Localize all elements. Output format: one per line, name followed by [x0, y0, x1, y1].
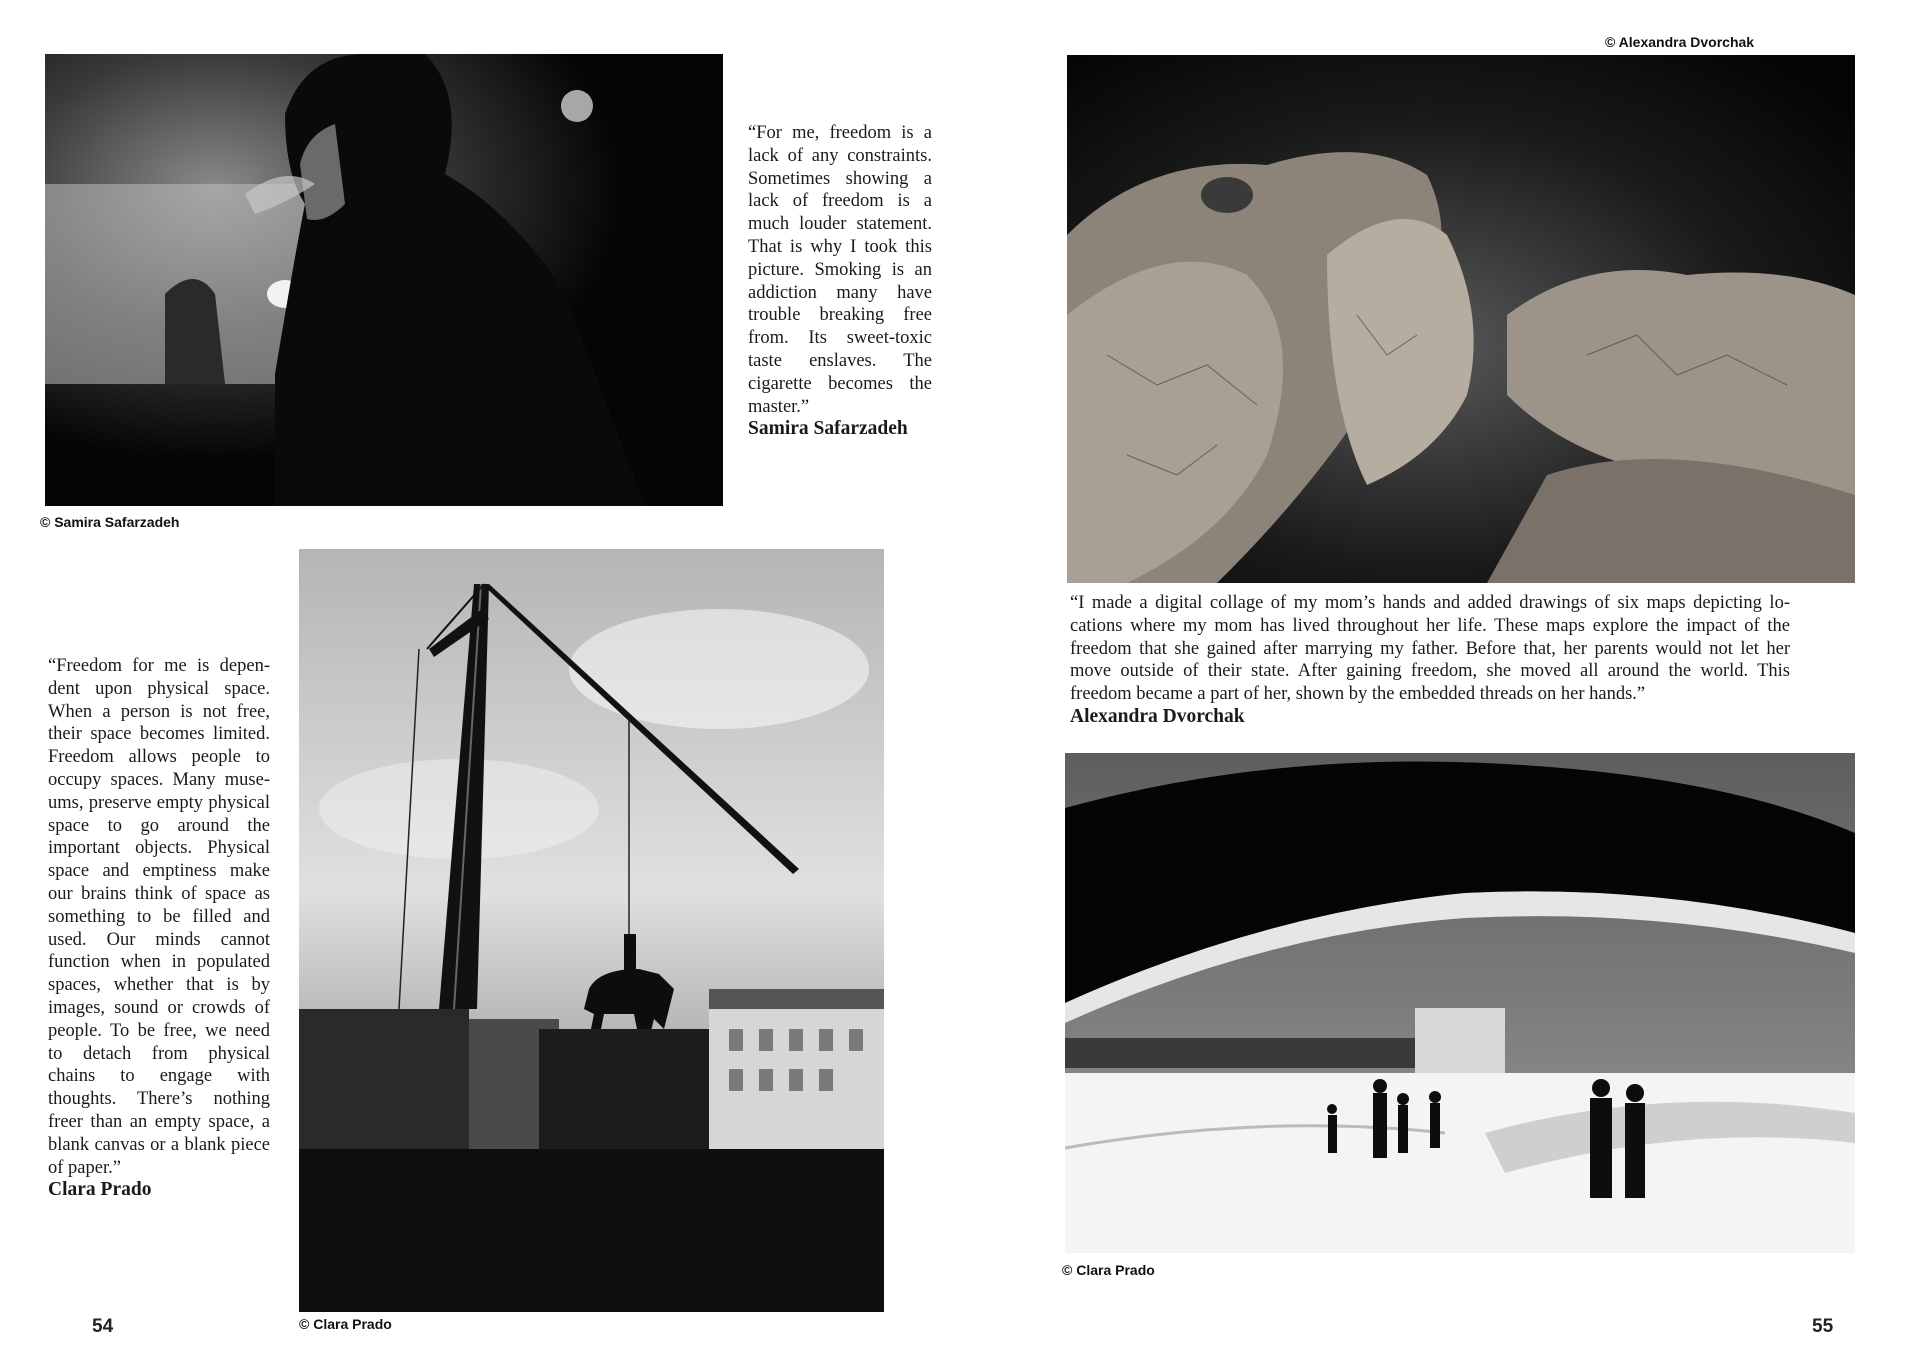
crane-quote-author: Clara Prado — [48, 1179, 152, 1201]
page-number-right: 55 — [1812, 1316, 1834, 1337]
smoker-quote-text: “For me, freedom is a lack of any constraints. Sometimes showing a lack of freedom is a much louder statement. That is why I took this picture. Smoking is an addiction many have trouble breaking free from. Its sweet-toxic taste enslaves. The cigarette becomes the master.” — [748, 123, 932, 417]
hands-photo-credit: © Alexandra Dvorchak — [1605, 34, 1755, 50]
museum-photo — [1065, 753, 1855, 1253]
crane-quote — [48, 655, 270, 1202]
smoker-quote — [748, 122, 932, 441]
hands-quote-author: Alexandra Dvorchak — [1070, 705, 1245, 727]
crane-photo-credit: © Clara Prado — [299, 1316, 392, 1332]
hands-photo — [1067, 55, 1855, 583]
museum-photo-credit: © Clara Prado — [1062, 1262, 1155, 1278]
smoker-photo-credit: © Samira Safarzadeh — [40, 514, 180, 530]
hands-quote — [1070, 592, 1790, 729]
smoker-quote-author: Samira Safarzadeh — [748, 418, 908, 440]
page-number-left: 54 — [92, 1316, 114, 1337]
crane-quote-text: “Freedom for me is dependent upon physical space. When a person is not free, their space becomes limited. Freedom allows people to occupy spaces. Many museums, preserve empty physical space to go around the important objects. Physical space and emptiness make our brains think of space as something to be filled and used. Our minds cannot function when in populated spaces, whether that is by images, sound or crowds of people. To be free, we need to detach from physical chains to engage with thoughts. There’s nothing freer than an empty space, a blank canvas or a blank piece of paper.” — [48, 656, 270, 1178]
smoker-photo — [45, 54, 723, 506]
hands-quote-text: “I made a digital collage of my mom’s hands and added drawings of six maps depicting locations where my mom has lived throughout her life. These maps explore the impact of the freedom that she gained after marrying my father. Before that, her parents would not let her move outside of their state. After gaining freedom, she moved all around the world. This freedom became a part of her, shown by the embedded threads on her hands.” — [1070, 593, 1790, 705]
crane-photo — [299, 549, 884, 1312]
